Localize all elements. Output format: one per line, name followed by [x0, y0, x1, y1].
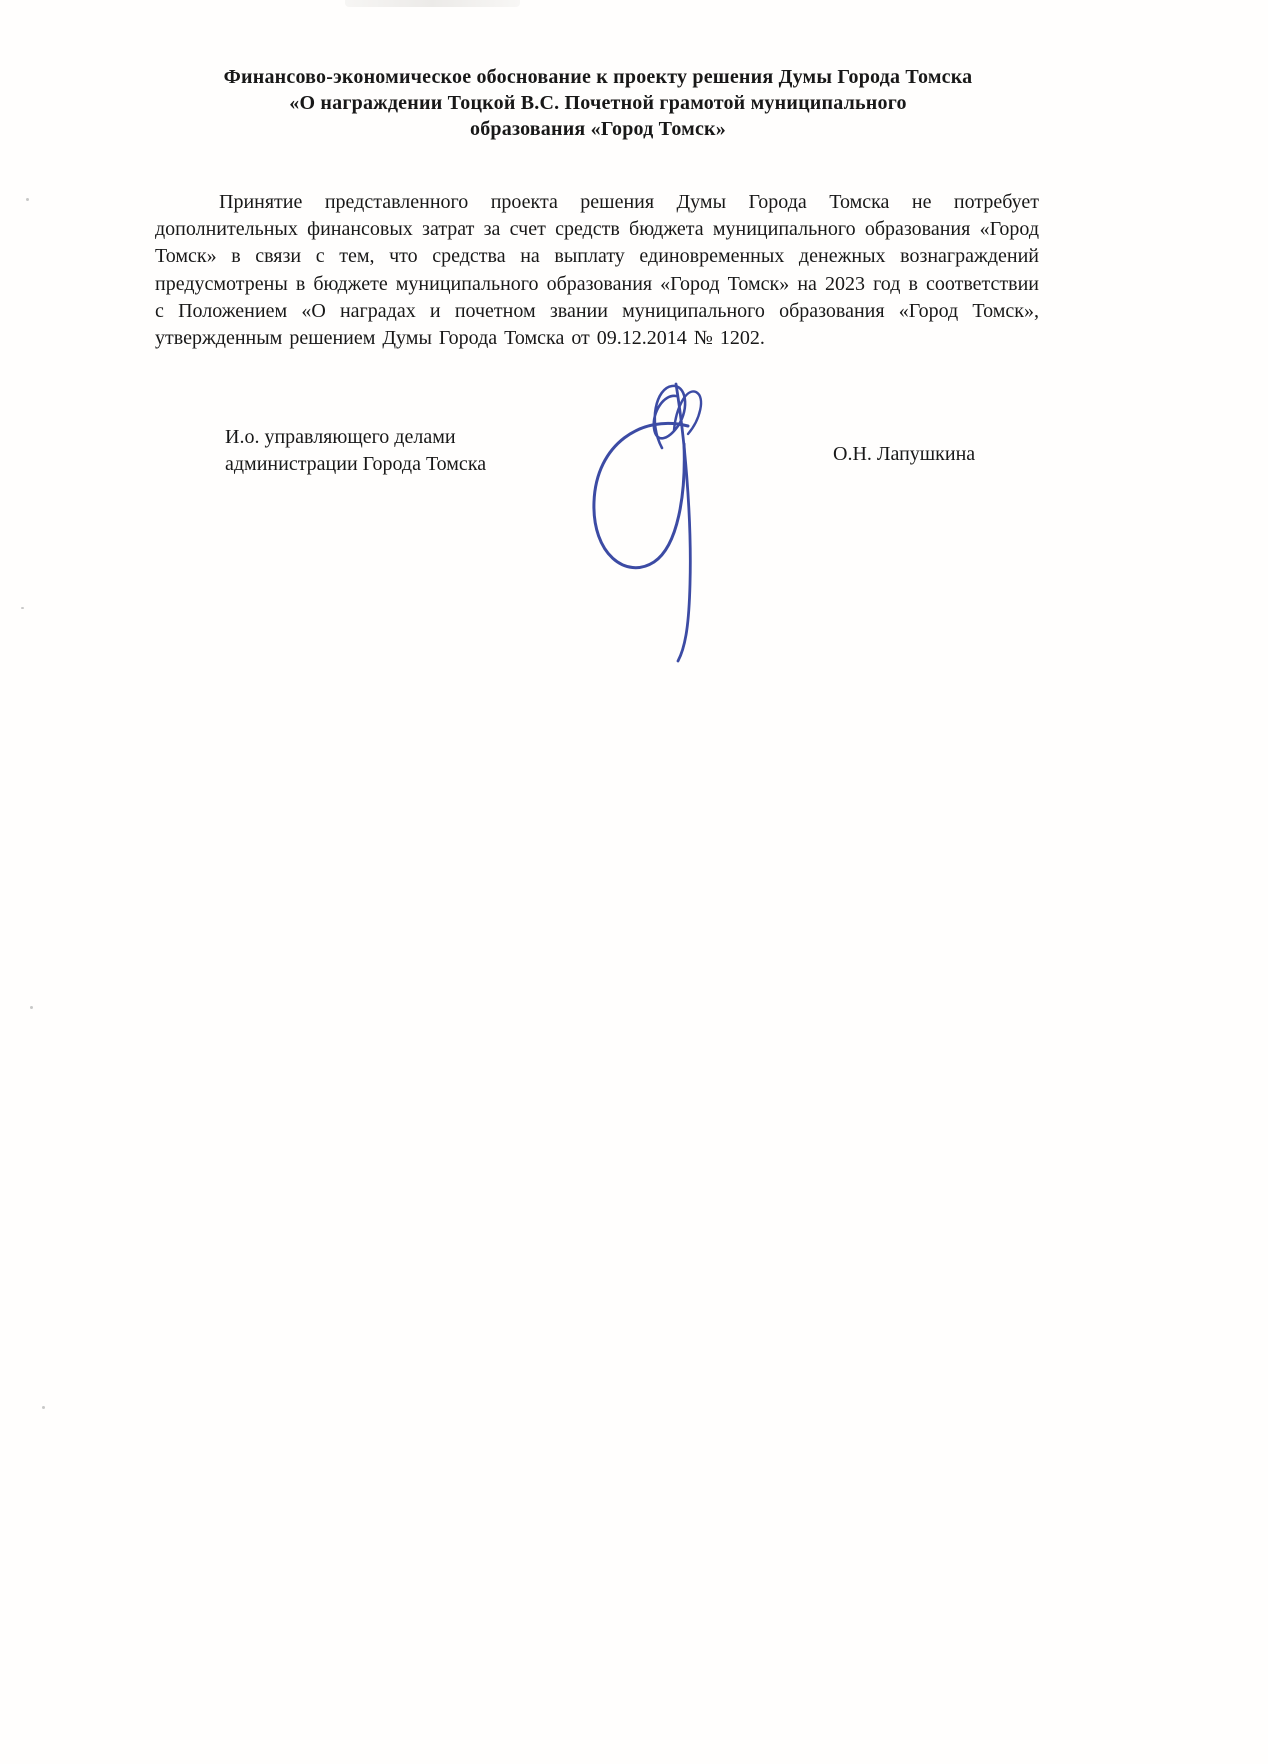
document-title-line-2: «О награждении Тоцкой В.С. Почетной грамотой муниципального: [289, 92, 907, 114]
signatory-position-line-2: администрации Города Томска: [225, 453, 487, 475]
scan-artifact: [345, 0, 520, 7]
handwritten-signature: [578, 374, 728, 674]
scan-speck: [42, 1406, 45, 1409]
signatory-position-line-1: И.о. управляющего делами: [225, 426, 456, 448]
scan-speck: [21, 607, 24, 609]
document-title-line-3: образования «Город Томск»: [470, 118, 726, 140]
document-title-line-1: Финансово-экономическое обоснование к проекту решения Думы Города Томска: [223, 66, 973, 88]
signature-ink-icon: [578, 374, 728, 674]
signatory-position: [225, 424, 486, 478]
signatory-name: О.Н. Лапушкина: [833, 443, 976, 465]
scan-speck: [30, 1006, 33, 1009]
body-paragraph: Принятие представленного проекта решения Думы Города Томска не потребует дополнительных финансовых затрат за счет средств бюджета муниципального образования «Город Томск» в связи с тем, что средства на выплату единовременных денежных вознаграждений предусмотрены в бюджете муниципального образования «Город Томск» на 2023 год в соответствии с Положением «О наградах и почетном звании муниципального образования «Город Томск», утвержденным решением Думы Города Томска от 09.12.2014 № 1202.: [155, 191, 1039, 350]
scan-speck: [26, 198, 29, 201]
document-title: [155, 64, 1041, 142]
